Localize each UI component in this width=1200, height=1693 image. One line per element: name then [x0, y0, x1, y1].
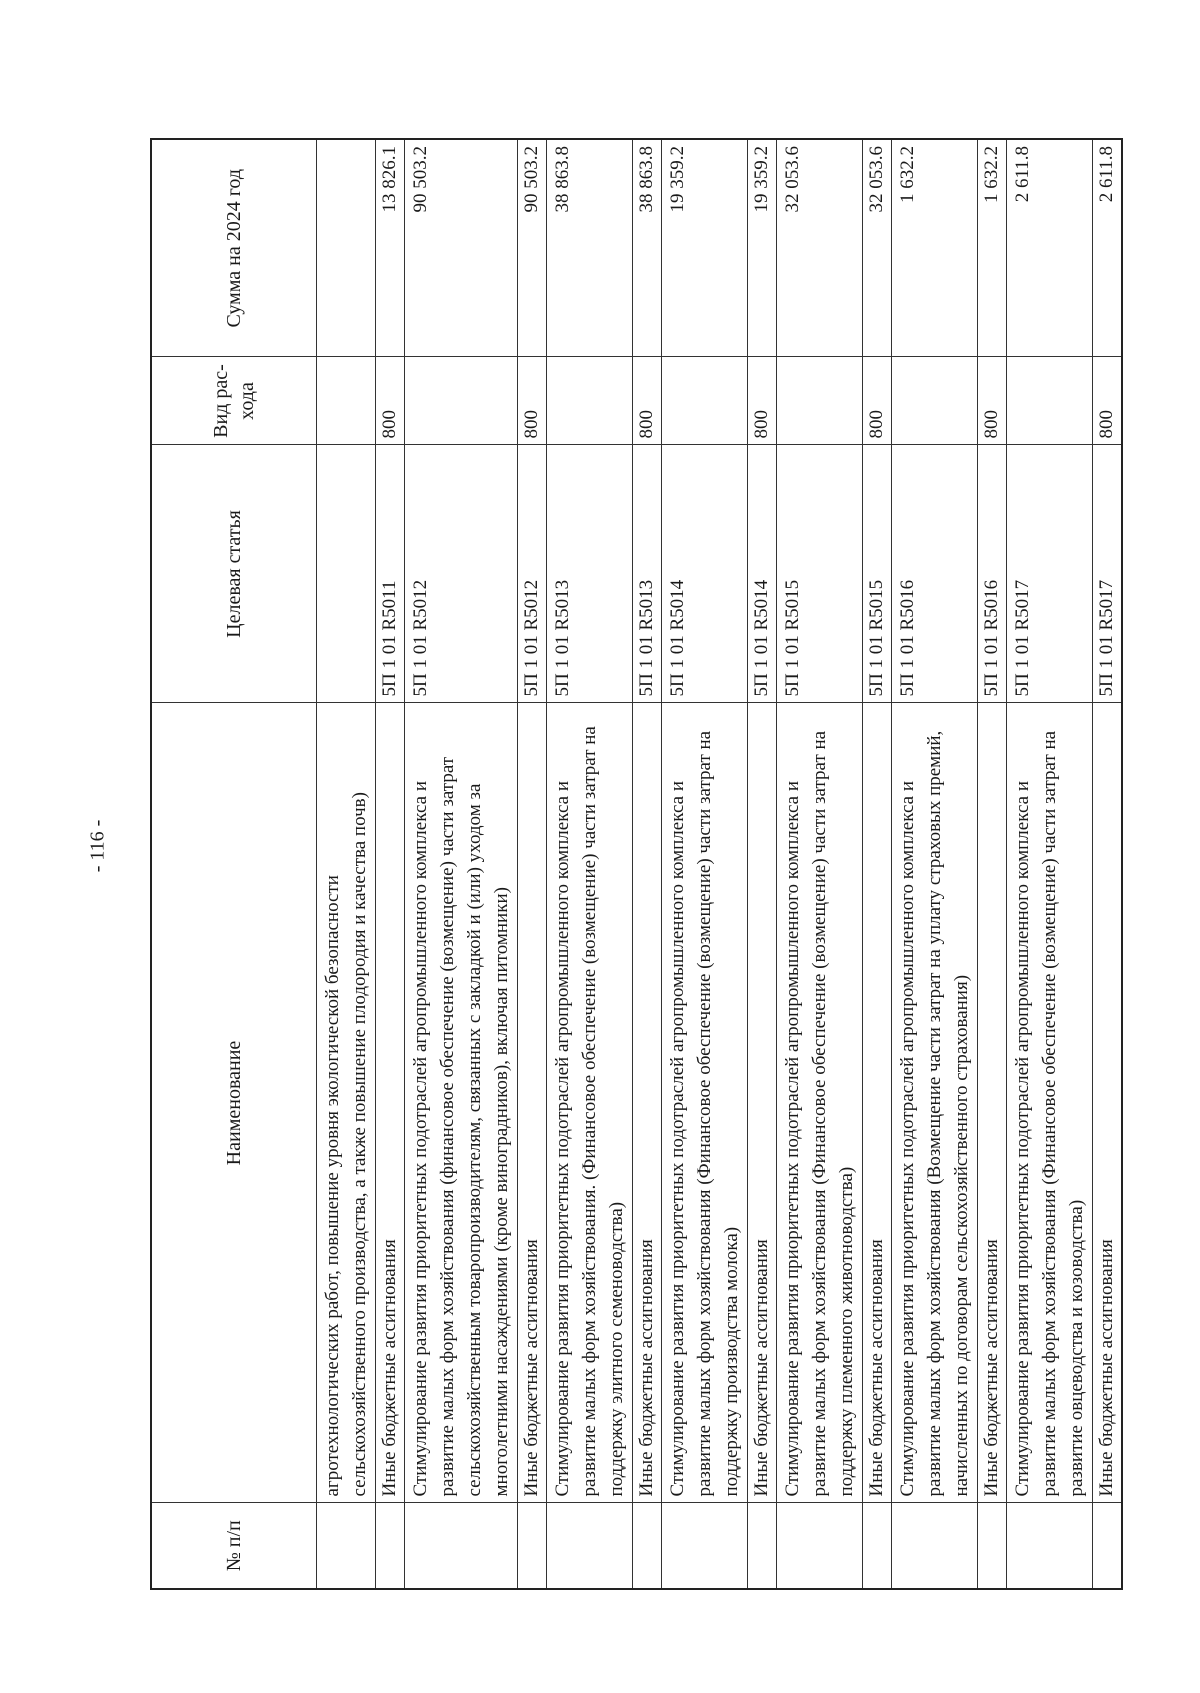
row-num — [317, 1503, 376, 1589]
row-sum: 2 611.8 — [1007, 139, 1093, 357]
row-num — [748, 1503, 777, 1589]
header-name: Наименование — [151, 703, 317, 1503]
row-kind — [317, 357, 376, 445]
row-sum: 19 359.2 — [748, 139, 777, 357]
row-sum: 90 503.2 — [518, 139, 547, 357]
row-sum: 19 359.2 — [662, 139, 748, 357]
row-sum: 1 632.2 — [892, 139, 978, 357]
row-kind — [1007, 357, 1093, 445]
row-name: Иные бюджетные ассигнования — [376, 703, 405, 1503]
table-row — [317, 139, 376, 1589]
row-num — [633, 1503, 662, 1589]
row-code: 5П 1 01 R5013 — [547, 445, 633, 703]
row-sum: 2 611.8 — [1093, 139, 1123, 357]
row-name: агротехнологических работ, повышение уровня экологической безопасности сельскохозяйственного производства, а также повышение плодородия и качества почв) — [317, 703, 376, 1503]
row-num — [1093, 1503, 1123, 1589]
page-number: - 116 - — [86, 819, 109, 873]
row-kind: 800 — [978, 357, 1007, 445]
table-row — [547, 139, 633, 1589]
row-name: Иные бюджетные ассигнования — [633, 703, 662, 1503]
row-code: 5П 1 01 R5013 — [633, 445, 662, 703]
row-num — [376, 1503, 405, 1589]
table-row — [518, 139, 547, 1589]
table-row — [748, 139, 777, 1589]
table-row — [1093, 139, 1123, 1589]
table-row — [863, 139, 892, 1589]
row-code: 5П 1 01 R5014 — [662, 445, 748, 703]
row-name: Стимулирование развития приоритетных подотраслей агропромышленного комплекса и развитие малых форм хозяйствования (Финансовое обеспечение (возмещение) части затрат на развитие овцеводства и козоводства) — [1007, 703, 1093, 1503]
row-code: 5П 1 01 R5017 — [1093, 445, 1123, 703]
row-sum: 38 863.8 — [547, 139, 633, 357]
row-kind: 800 — [748, 357, 777, 445]
row-name: Стимулирование развития приоритетных подотраслей агропромышленного комплекса и развитие малых форм хозяйствования (Финансовое обеспечение (возмещение) части затрат на поддержку производства молока) — [662, 703, 748, 1503]
table-row — [777, 139, 863, 1589]
row-num — [978, 1503, 1007, 1589]
row-name: Иные бюджетные ассигнования — [863, 703, 892, 1503]
row-num — [1007, 1503, 1093, 1589]
row-code: 5П 1 01 R5016 — [978, 445, 1007, 703]
row-sum: 90 503.2 — [405, 139, 518, 357]
row-kind: 800 — [518, 357, 547, 445]
row-sum: 1 632.2 — [978, 139, 1007, 357]
row-kind: 800 — [863, 357, 892, 445]
table-row — [633, 139, 662, 1589]
row-code: 5П 1 01 R5015 — [863, 445, 892, 703]
row-name: Иные бюджетные ассигнования — [1093, 703, 1123, 1503]
row-kind — [405, 357, 518, 445]
row-kind: 800 — [633, 357, 662, 445]
row-name: Стимулирование развития приоритетных подотраслей агропромышленного комплекса и развитие малых форм хозяйствования. (Финансовое обеспечение (возмещение) части затрат на поддержку элитного семеноводства) — [547, 703, 633, 1503]
row-name: Стимулирование развития приоритетных подотраслей агропромышленного комплекса и развитие малых форм хозяйствования (Возмещение части затрат на уплату страховых премий, начисленных по договорам сельскохозяйственного страхования) — [892, 703, 978, 1503]
rotated-page-content — [150, 140, 1117, 1590]
row-num — [777, 1503, 863, 1589]
row-kind: 800 — [1093, 357, 1123, 445]
row-sum: 32 053.6 — [863, 139, 892, 357]
row-num — [518, 1503, 547, 1589]
table-row — [376, 139, 405, 1589]
row-kind — [892, 357, 978, 445]
row-code: 5П 1 01 R5014 — [748, 445, 777, 703]
row-kind — [777, 357, 863, 445]
row-code: 5П 1 01 R5011 — [376, 445, 405, 703]
row-code: 5П 1 01 R5017 — [1007, 445, 1093, 703]
row-name: Стимулирование развития приоритетных подотраслей агропромышленного комплекса и развитие малых форм хозяйствования (финансовое обеспечение (возмещение) части затрат сельскохозяйственным товаропроизводителям, связанных с закладкой и (или) уходом за многолетними насаждениями (кроме виноградников), включая питомники) — [405, 703, 518, 1503]
row-name: Иные бюджетные ассигнования — [518, 703, 547, 1503]
row-code: 5П 1 01 R5012 — [518, 445, 547, 703]
row-name: Иные бюджетные ассигнования — [978, 703, 1007, 1503]
header-num: № п/п — [151, 1503, 317, 1589]
row-num — [892, 1503, 978, 1589]
table-row — [662, 139, 748, 1589]
header-kind: Вид рас-хода — [151, 357, 317, 445]
row-sum: 38 863.8 — [633, 139, 662, 357]
header-code: Целевая статья — [151, 445, 317, 703]
budget-table — [150, 138, 1123, 1590]
row-num — [863, 1503, 892, 1589]
row-num — [662, 1503, 748, 1589]
header-sum: Сумма на 2024 год — [151, 139, 317, 357]
row-name: Иные бюджетные ассигнования — [748, 703, 777, 1503]
row-kind — [662, 357, 748, 445]
row-sum: 13 826.1 — [376, 139, 405, 357]
row-name: Стимулирование развития приоритетных подотраслей агропромышленного комплекса и развитие малых форм хозяйствования (Финансовое обеспечение (возмещение) части затрат на поддержку племенного животноводства) — [777, 703, 863, 1503]
row-num — [405, 1503, 518, 1589]
table-row — [978, 139, 1007, 1589]
table-row — [1007, 139, 1093, 1589]
row-sum: 32 053.6 — [777, 139, 863, 357]
row-sum — [317, 139, 376, 357]
row-code — [317, 445, 376, 703]
row-num — [547, 1503, 633, 1589]
row-kind: 800 — [376, 357, 405, 445]
row-code: 5П 1 01 R5015 — [777, 445, 863, 703]
row-code: 5П 1 01 R5012 — [405, 445, 518, 703]
table-row — [892, 139, 978, 1589]
table-row — [405, 139, 518, 1589]
row-code: 5П 1 01 R5016 — [892, 445, 978, 703]
row-kind — [547, 357, 633, 445]
table-header-row — [151, 139, 317, 1589]
